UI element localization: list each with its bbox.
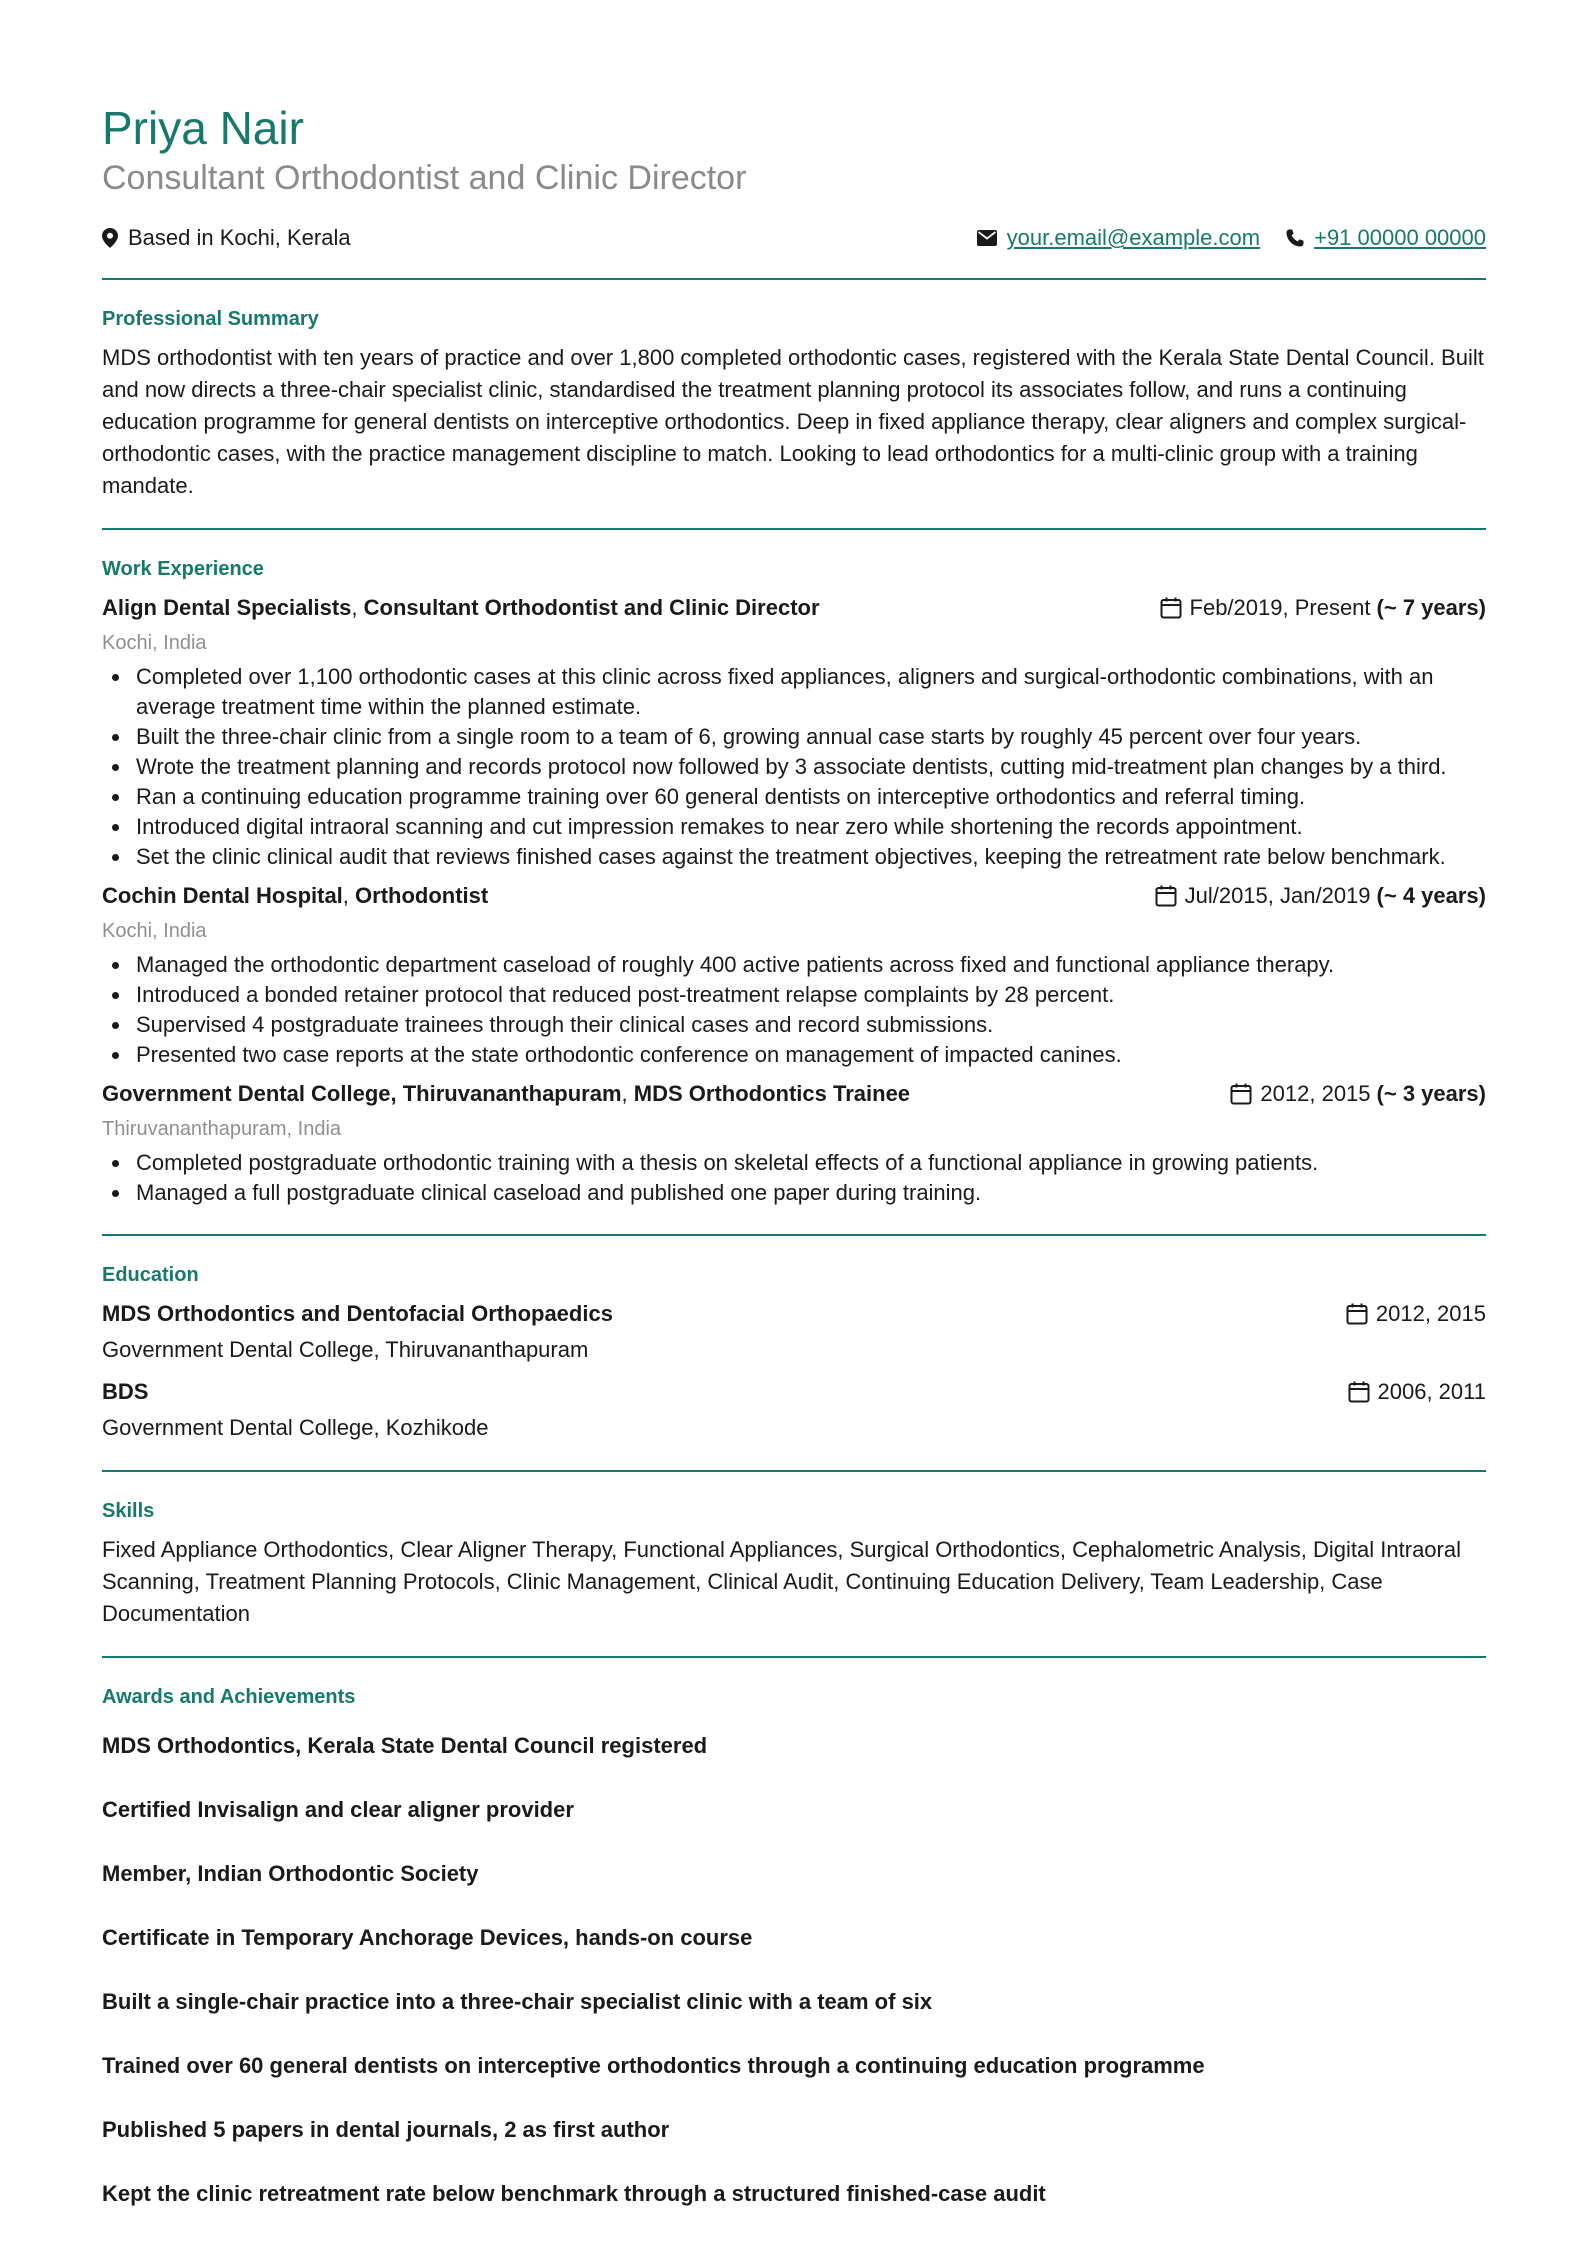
job-title: Align Dental Specialists, Consultant Orthodontist and Clinic Director xyxy=(102,595,820,620)
job-org: Government Dental College, Thiruvananthapuram xyxy=(102,1081,622,1106)
education-entry xyxy=(102,1376,1486,1444)
job-title: Cochin Dental Hospital, Orthodontist xyxy=(102,883,489,908)
contact-row xyxy=(102,222,1486,254)
education-entry xyxy=(102,1298,1486,1366)
education-dates xyxy=(1346,1298,1486,1330)
job-org: Cochin Dental Hospital xyxy=(102,883,343,908)
job-date-range: Feb/2019, Present xyxy=(1189,595,1371,620)
education-degree: BDS xyxy=(102,1379,149,1404)
job-bullet: Completed postgraduate orthodontic training with a thesis on skeletal effects of a functional appliance in growing patients. xyxy=(102,1148,1486,1178)
job-date-range: Jul/2015, Jan/2019 xyxy=(1184,883,1371,908)
contact-left xyxy=(102,225,351,251)
awards-section xyxy=(102,1658,1486,2246)
job-entry xyxy=(102,592,1486,872)
job-duration: (~ 4 years) xyxy=(1376,883,1486,908)
job-role: Consultant Orthodontist and Clinic Director xyxy=(363,595,820,620)
award-item: Published 5 papers in dental journals, 2 as first author xyxy=(102,2117,670,2142)
job-bullet: Presented two case reports at the state orthodontic conference on management of impacted canines. xyxy=(102,1040,1486,1070)
skills-text: Fixed Appliance Orthodontics, Clear Aligner Therapy, Functional Appliances, Surgical Orthodontics, Cephalometric Analysis, Digital Intraoral Scanning, Treatment Planning Protocols, Clinic Management, Clinical Audit, Continuing Education Delivery, Team Leadership, Case Documentation xyxy=(102,1537,1461,1626)
job-header xyxy=(102,1078,1486,1110)
job-bullet: Wrote the treatment planning and records protocol now followed by 3 associate dentists, cutting mid-treatment plan changes by a third. xyxy=(102,752,1486,782)
job-location: Kochi, India xyxy=(102,632,207,654)
section-title-skills: Skills xyxy=(102,1500,155,1522)
award-item: Built a single-chair practice into a three-chair specialist clinic with a team of six xyxy=(102,1989,933,2014)
candidate-name: Priya Nair xyxy=(102,102,304,154)
contact-right xyxy=(951,225,1486,251)
job-header xyxy=(102,880,1486,912)
calendar-icon xyxy=(1348,1381,1370,1403)
job-dates xyxy=(1230,1078,1486,1110)
phone-item xyxy=(1286,225,1486,251)
job-entry xyxy=(102,1078,1486,1208)
education-date-range: 2012, 2015 xyxy=(1375,1301,1486,1326)
job-dates xyxy=(1155,880,1486,912)
location-item xyxy=(102,225,351,251)
location-text: Based in Kochi, Kerala xyxy=(128,225,351,250)
email-item xyxy=(977,225,1260,251)
education-date-range: 2006, 2011 xyxy=(1377,1379,1486,1404)
summary-text: MDS orthodontist with ten years of practice and over 1,800 completed orthodontic cases, registered with the Kerala State Dental Council. Built and now directs a three-chair specialist clinic, standardised the treatment planning protocol its associates follow, and runs a continuing education programme for general dentists on interceptive orthodontics. Deep in fixed appliance therapy, clear aligners and complex surgical-orthodontic cases, with the practice management discipline to match. Looking to lead orthodontics for a multi-clinic group with a training mandate. xyxy=(102,345,1484,498)
job-bullets xyxy=(102,662,1486,872)
job-location: Thiruvananthapuram, India xyxy=(102,1118,342,1140)
envelope-icon xyxy=(977,230,997,246)
job-bullets xyxy=(102,950,1486,1070)
job-header xyxy=(102,592,1486,624)
calendar-icon xyxy=(1160,597,1182,619)
phone-icon xyxy=(1286,229,1304,247)
job-location: Kochi, India xyxy=(102,920,207,942)
job-bullet: Managed the orthodontic department caseload of roughly 400 active patients across fixed and functional appliance therapy. xyxy=(102,950,1486,980)
calendar-icon xyxy=(1155,885,1177,907)
job-duration: (~ 7 years) xyxy=(1376,595,1486,620)
education-dates xyxy=(1348,1376,1486,1408)
job-role: Orthodontist xyxy=(355,883,489,908)
map-pin-icon xyxy=(102,228,118,248)
job-bullet: Completed over 1,100 orthodontic cases at this clinic across fixed appliances, aligners and surgical-orthodontic combinations, with an average treatment time within the planned estimate. xyxy=(102,662,1486,722)
calendar-icon xyxy=(1230,1083,1252,1105)
award-item: Trained over 60 general dentists on interceptive orthodontics through a continuing education programme xyxy=(102,2053,1205,2078)
experience-section xyxy=(102,530,1486,1236)
job-role: MDS Orthodontics Trainee xyxy=(633,1081,911,1106)
award-item: Certified Invisalign and clear aligner provider xyxy=(102,1797,574,1822)
job-bullet: Built the three-chair clinic from a single room to a team of 6, growing annual case starts by roughly 45 percent over four years. xyxy=(102,722,1486,752)
job-bullet: Set the clinic clinical audit that reviews finished cases against the treatment objectives, keeping the retreatment rate below benchmark. xyxy=(102,842,1486,872)
skills-section xyxy=(102,1472,1486,1658)
job-bullets xyxy=(102,1148,1486,1208)
job-bullet: Managed a full postgraduate clinical caseload and published one paper during training. xyxy=(102,1178,1486,1208)
education-section xyxy=(102,1236,1486,1472)
education-header xyxy=(102,1376,1486,1408)
job-bullet: Ran a continuing education programme training over 60 general dentists on interceptive orthodontics and referral timing. xyxy=(102,782,1486,812)
job-bullet: Introduced a bonded retainer protocol that reduced post-treatment relapse complaints by 28 percent. xyxy=(102,980,1486,1010)
award-item: Kept the clinic retreatment rate below benchmark through a structured finished-case audit xyxy=(102,2181,1046,2206)
section-title-summary: Professional Summary xyxy=(102,308,319,330)
summary-section xyxy=(102,280,1486,530)
education-school: Government Dental College, Thiruvananthapuram xyxy=(102,1337,589,1362)
job-title: Government Dental College, Thiruvananthapuram, MDS Orthodontics Trainee xyxy=(102,1081,911,1106)
job-entry xyxy=(102,880,1486,1070)
job-date-range: 2012, 2015 xyxy=(1260,1081,1371,1106)
calendar-icon xyxy=(1346,1303,1368,1325)
job-org: Align Dental Specialists xyxy=(102,595,352,620)
section-title-education: Education xyxy=(102,1264,199,1286)
candidate-headline: Consultant Orthodontist and Clinic Director xyxy=(102,159,747,197)
job-bullet: Supervised 4 postgraduate trainees through their clinical cases and record submissions. xyxy=(102,1010,1486,1040)
education-degree: MDS Orthodontics and Dentofacial Orthopaedics xyxy=(102,1301,613,1326)
email-link[interactable]: your.email@example.com xyxy=(1006,225,1261,250)
education-school: Government Dental College, Kozhikode xyxy=(102,1415,489,1440)
award-item: Certificate in Temporary Anchorage Devices, hands-on course xyxy=(102,1925,753,1950)
section-title-awards: Awards and Achievements xyxy=(102,1686,356,1708)
job-duration: (~ 3 years) xyxy=(1376,1081,1486,1106)
education-header xyxy=(102,1298,1486,1330)
award-item: Member, Indian Orthodontic Society xyxy=(102,1861,479,1886)
job-bullet: Introduced digital intraoral scanning and cut impression remakes to near zero while shortening the records appointment. xyxy=(102,812,1486,842)
job-dates xyxy=(1160,592,1486,624)
phone-link[interactable]: +91 00000 00000 xyxy=(1314,225,1486,250)
award-item: MDS Orthodontics, Kerala State Dental Council registered xyxy=(102,1733,708,1758)
section-title-experience: Work Experience xyxy=(102,558,264,580)
